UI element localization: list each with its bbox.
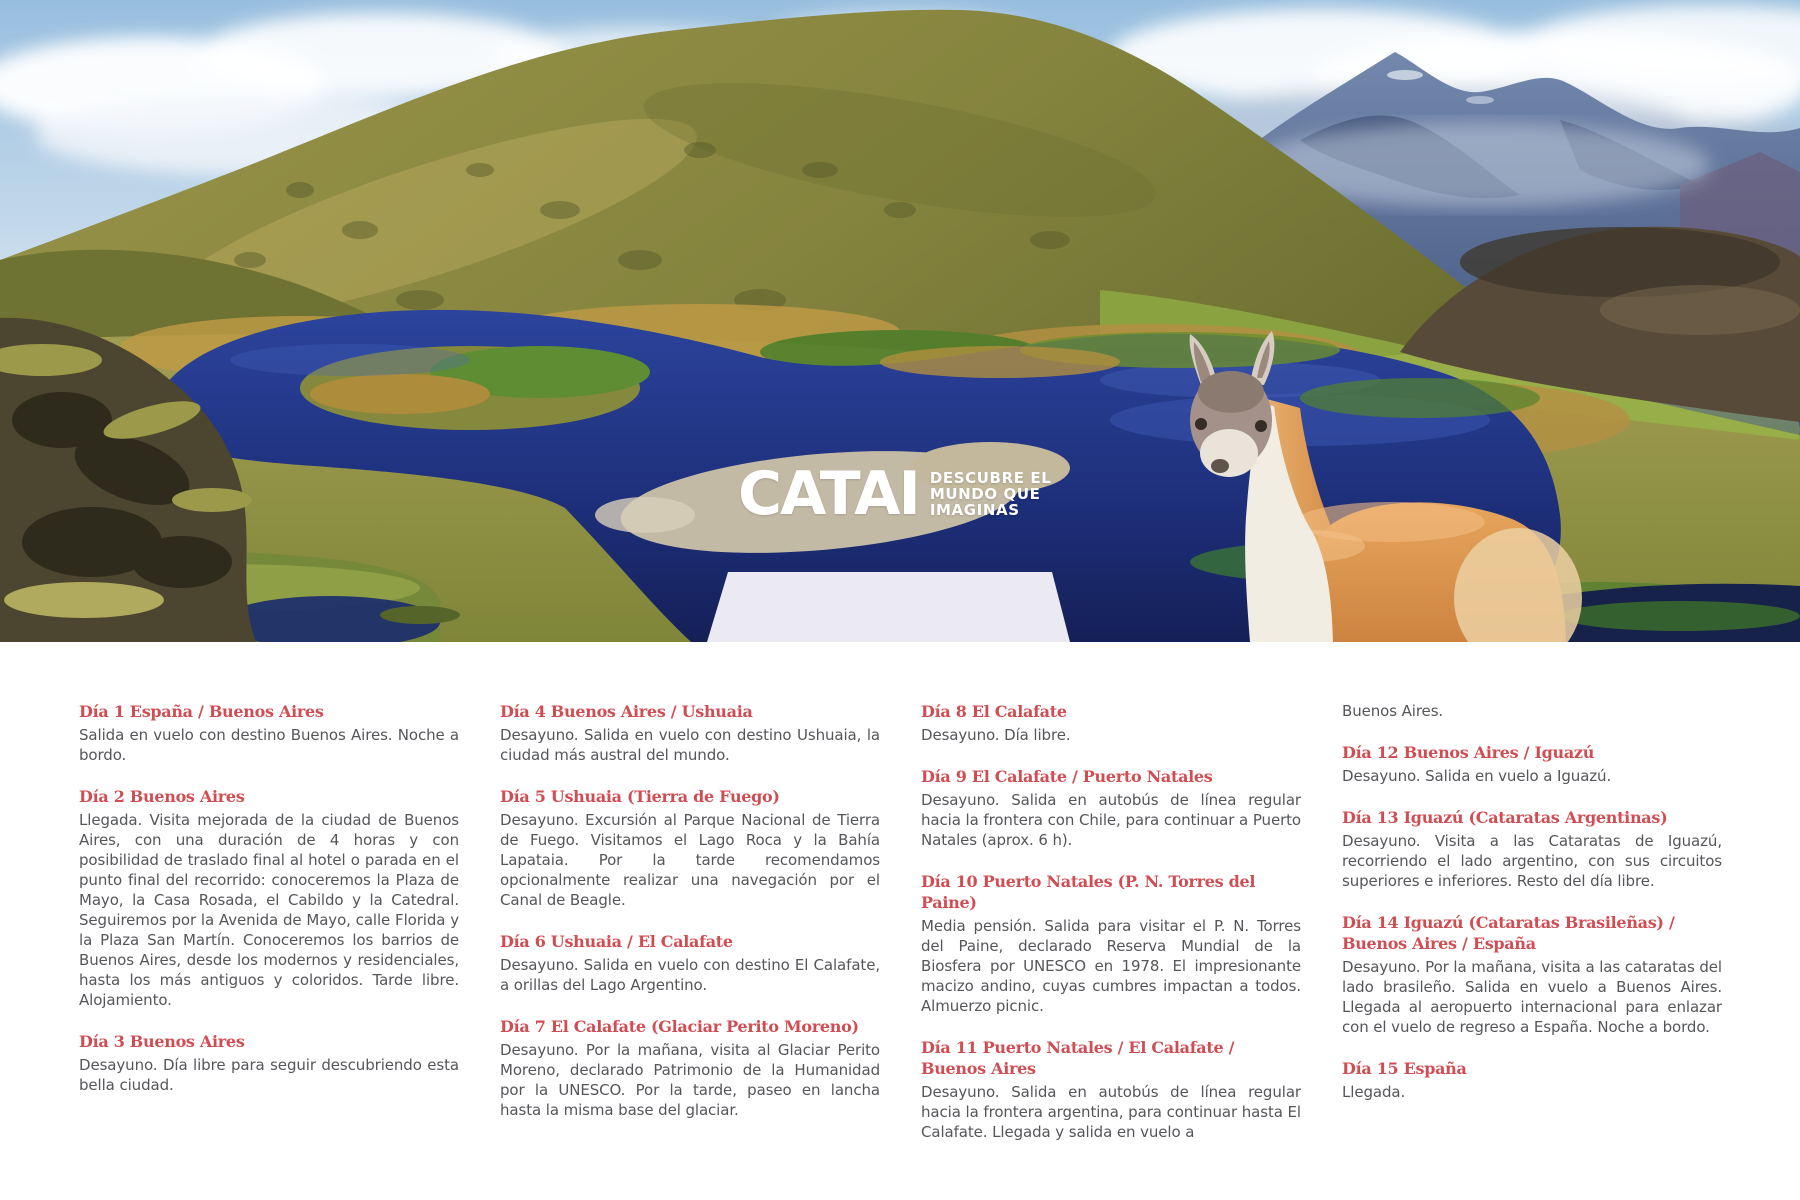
day-title: Día 12 Buenos Aires / Iguazú <box>1342 743 1595 762</box>
day-title: Día 3 Buenos Aires <box>79 1032 245 1051</box>
day-block-10 <box>921 871 1301 1016</box>
tagline-line-3: IMAGINAS <box>929 501 1020 519</box>
day-block-9 <box>921 766 1301 850</box>
day-title: Día 5 Ushuaia (Tierra de Fuego) <box>500 787 780 806</box>
day-description: Llegada. <box>1342 1083 1406 1101</box>
day-block-2 <box>79 786 459 1010</box>
panel-trapezoid <box>700 572 1076 642</box>
day-block-5 <box>500 786 880 910</box>
itinerary-column-3 <box>921 701 1301 1163</box>
itinerary-column-1 <box>79 701 459 1163</box>
itinerary-column-4 <box>1342 701 1722 1163</box>
day-block-8 <box>921 701 1301 745</box>
day-block-3 <box>79 1031 459 1095</box>
itinerary-column-2 <box>500 701 880 1163</box>
day-block-6 <box>500 931 880 995</box>
brand-tagline <box>930 464 1052 518</box>
day-description: Desayuno. Día libre para seguir descubriendo esta bella ciudad. <box>79 1056 459 1094</box>
itinerary-section <box>79 701 1722 1163</box>
day-description: Desayuno. Salida en autobús de línea regular hacia la frontera con Chile, para continuar a Puerto Natales (aprox. 6 h). <box>921 791 1301 849</box>
day-block-1 <box>79 701 459 765</box>
day-description: Llegada. Visita mejorada de la ciudad de Buenos Aires, con una duración de 4 horas y con posibilidad de traslado final al hotel o parada en el punto final del recorrido: conoceremos la Plaza de Mayo, la Casa Rosada, el Cabildo y la Catedral. Seguiremos por la Avenida de Mayo, calle Florida y la Plaza San Martín. Conoceremos los barrios de Buenos Aires, desde los modernos y residenciales, hasta los más antiguos y coloridos. Tarde libre. Alojamiento. <box>79 811 459 1009</box>
day-title: Día 14 Iguazú (Cataratas Brasileñas) / Buenos Aires / España <box>1342 913 1675 953</box>
tagline-line-2: MUNDO QUE <box>929 485 1041 503</box>
day-title: Día 1 España / Buenos Aires <box>79 702 324 721</box>
day-block-11 <box>921 1037 1301 1142</box>
day-title: Día 4 Buenos Aires / Ushuaia <box>500 702 753 721</box>
day-block-14 <box>1342 912 1722 1037</box>
day-title: Día 8 El Calafate <box>921 702 1067 721</box>
day-block-13 <box>1342 807 1722 891</box>
brand-logo <box>738 459 1052 529</box>
day-description: Media pensión. Salida para visitar el P. N. Torres del Paine, declarado Reserva Mundial de la Biosfera por UNESCO en 1978. El impresionante macizo andino, cuyas cumbres impactan a todos. Almuerzo picnic. <box>921 917 1301 1015</box>
day-title: Día 6 Ushuaia / El Calafate <box>500 932 733 951</box>
day-title: Día 11 Puerto Natales / El Calafate / Buenos Aires <box>921 1038 1235 1078</box>
day-description: Desayuno. Por la mañana, visita al Glaciar Perito Moreno, declarado Patrimonio de la Humanidad por la UNESCO. Por la tarde, paseo en lancha hasta la misma base del glaciar. <box>500 1041 880 1119</box>
day-description: Desayuno. Salida en vuelo a Iguazú. <box>1342 767 1612 785</box>
day-description: Salida en vuelo con destino Buenos Aires. Noche a bordo. <box>79 726 459 764</box>
day-description: Desayuno. Salida en vuelo con destino Ushuaia, la ciudad más austral del mundo. <box>500 726 880 764</box>
day-title: Día 10 Puerto Natales (P. N. Torres del Paine) <box>921 872 1256 912</box>
day-title: Día 13 Iguazú (Cataratas Argentinas) <box>1342 808 1668 827</box>
day-description-continued: Buenos Aires. <box>1342 702 1444 720</box>
day-title: Día 2 Buenos Aires <box>79 787 245 806</box>
day-description: Desayuno. Visita a las Cataratas de Iguazú, recorriendo el lado argentino, con sus circuitos superiores e inferiores. Resto del día libre. <box>1342 832 1722 890</box>
day-block-7 <box>500 1016 880 1120</box>
day-title: Día 7 El Calafate (Glaciar Perito Moreno) <box>500 1017 859 1036</box>
day-description: Desayuno. Salida en vuelo con destino El Calafate, a orillas del Lago Argentino. <box>500 956 880 994</box>
day-title: Día 15 España <box>1342 1059 1467 1078</box>
day-description: Desayuno. Por la mañana, visita a las cataratas del lado brasileño. Salida en vuelo a Buenos Aires. Llegada al aeropuerto internacional para enlazar con el vuelo de regreso a España. Noche a bordo. <box>1342 958 1722 1036</box>
day-block-11-continued <box>1342 701 1722 721</box>
day-block-4 <box>500 701 880 765</box>
day-description: Desayuno. Día libre. <box>921 726 1071 744</box>
day-block-12 <box>1342 742 1722 786</box>
day-title: Día 9 El Calafate / Puerto Natales <box>921 767 1213 786</box>
day-description: Desayuno. Excursión al Parque Nacional de Tierra de Fuego. Visitamos el Lago Roca y la Bahía Lapataia. Por la tarde recomendamos opcionalmente realizar una navegación por el Canal de Beagle. <box>500 811 880 909</box>
brand-name: CATAI <box>738 459 919 529</box>
day-description: Desayuno. Salida en autobús de línea regular hacia la frontera argentina, para continuar hasta El Calafate. Llegada y salida en vuelo a <box>921 1083 1301 1141</box>
day-block-15 <box>1342 1058 1722 1102</box>
tagline-line-1: DESCUBRE EL <box>929 469 1052 487</box>
